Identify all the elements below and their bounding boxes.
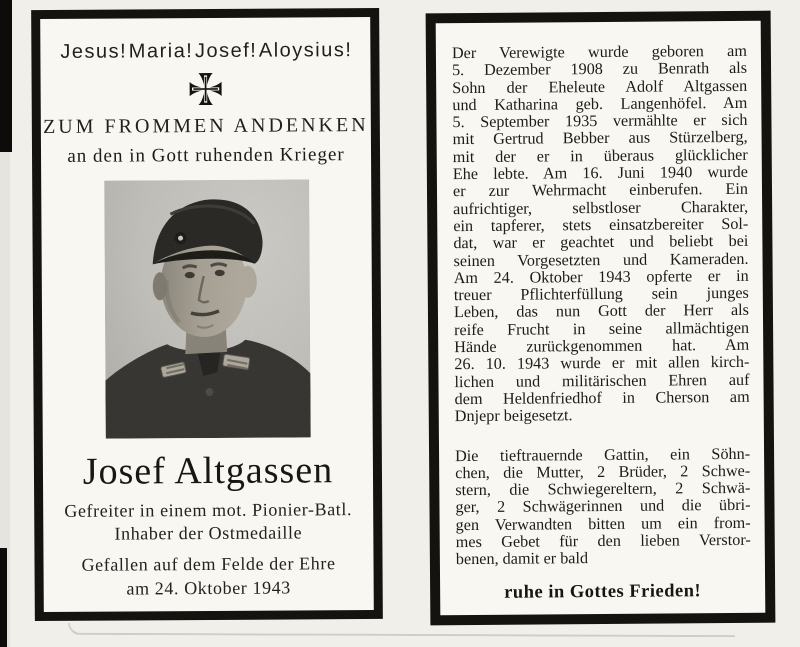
obituary-paragraph	[452, 43, 750, 426]
obituary-line: reife Frucht in seine allmächtigen	[454, 318, 750, 339]
rank-line: Gefreiter in einem mot. Pionier-Batl.	[64, 499, 353, 521]
mourners-line: chen, die Mutter, 2 Brüder, 2 Schwe-	[455, 461, 751, 482]
obituary-line: 5. September 1935 vermählte er sich	[452, 111, 748, 132]
memorial-card-back	[426, 11, 776, 626]
invocation-word: Josef!	[194, 39, 258, 63]
mourners-line: benen, damit er bald	[455, 549, 589, 569]
obituary-line: Hände zurückgenommen hat. Am	[454, 335, 750, 357]
obituary-line: 26. 10. 1943 wurde er mit allen kirch-	[454, 353, 750, 374]
mourners-line: gen Verwandten bitten um ein from-	[455, 513, 751, 534]
scan-edge-bar-bottom	[0, 548, 7, 647]
obituary-line: Sohn der Eheleute Adolf Altgassen	[452, 76, 748, 97]
obituary-line: mit Gertrud Bebber aus Stürzelberg,	[452, 128, 748, 149]
obituary-line: lichen und militärischen Ehren auf	[454, 370, 750, 391]
invocation-word: Aloysius!	[258, 39, 353, 62]
closing-prayer-line: ruhe in Gottes Frieden!	[504, 580, 702, 603]
memorial-subheading: an den in Gott ruhenden Krieger	[67, 144, 345, 167]
obituary-line: dem Heldenfriedhof in Cherson am	[454, 387, 750, 409]
fallen-line-1: Gefallen auf dem Felde der Ehre	[81, 553, 336, 575]
invocation-word: Maria!	[128, 40, 194, 63]
mourners-paragraph	[455, 445, 751, 568]
obituary-line: Am 24. Oktober 1943 opferte er in	[453, 266, 749, 288]
memorial-heading: ZUM FROMMEN ANDENKEN	[42, 114, 369, 138]
obituary-line: Dnjepr beigesetzt.	[454, 406, 573, 426]
invocation-word: Jesus!	[60, 40, 128, 63]
obituary-line: aufrichtiger, selbstloser Charakter,	[453, 197, 749, 218]
scan-edge-bar-top	[0, 0, 12, 152]
scan-undercard-outline	[68, 623, 735, 637]
memorial-card-front	[31, 8, 383, 621]
obituary-line: Leben, das nun Gott der Herr als	[453, 301, 750, 322]
obituary-line: mit der er in überaus glücklicher	[452, 145, 748, 166]
mourners-line: stern, die Schwiegereltern, 2 Schwä-	[455, 478, 751, 500]
soldier-portrait-photo	[104, 179, 311, 438]
obituary-line: Der Verewigte wurde geboren am	[451, 41, 747, 63]
deceased-name: Josef Altgassen	[82, 449, 334, 493]
iron-cross-icon	[189, 72, 223, 106]
obituary-line: seinen Vorgesetzten und Kameraden.	[453, 249, 749, 270]
obituary-line: er zur Wehrmacht einberufen. Ein	[452, 180, 749, 201]
invocation-line	[60, 39, 352, 64]
medal-line: Inhaber der Ostmedaille	[114, 522, 303, 544]
obituary-line: dat, war er geachtet und beliebt bei	[453, 232, 749, 253]
obituary-line: ein tapferer, stets einsatzbereiter Sol-	[453, 214, 749, 236]
mourners-line: mes Gebet für den lieben Verstor-	[455, 530, 751, 552]
mourners-line: Die tieftrauernde Gattin, ein Söhn-	[455, 444, 751, 465]
fallen-line-2: am 24. Oktober 1943	[126, 577, 291, 599]
obituary-line: und Katharina geb. Langenhöfel. Am	[452, 93, 748, 115]
obituary-line: treuer Pflichterfüllung sein junges	[453, 283, 749, 305]
obituary-line: Ehe lebte. Am 16. Juni 1940 wurde	[452, 162, 748, 184]
mourners-line: ger, 2 Schwägerinnen und die übri-	[455, 496, 751, 517]
obituary-line: 5. Dezember 1908 zu Benrath als	[451, 59, 748, 80]
